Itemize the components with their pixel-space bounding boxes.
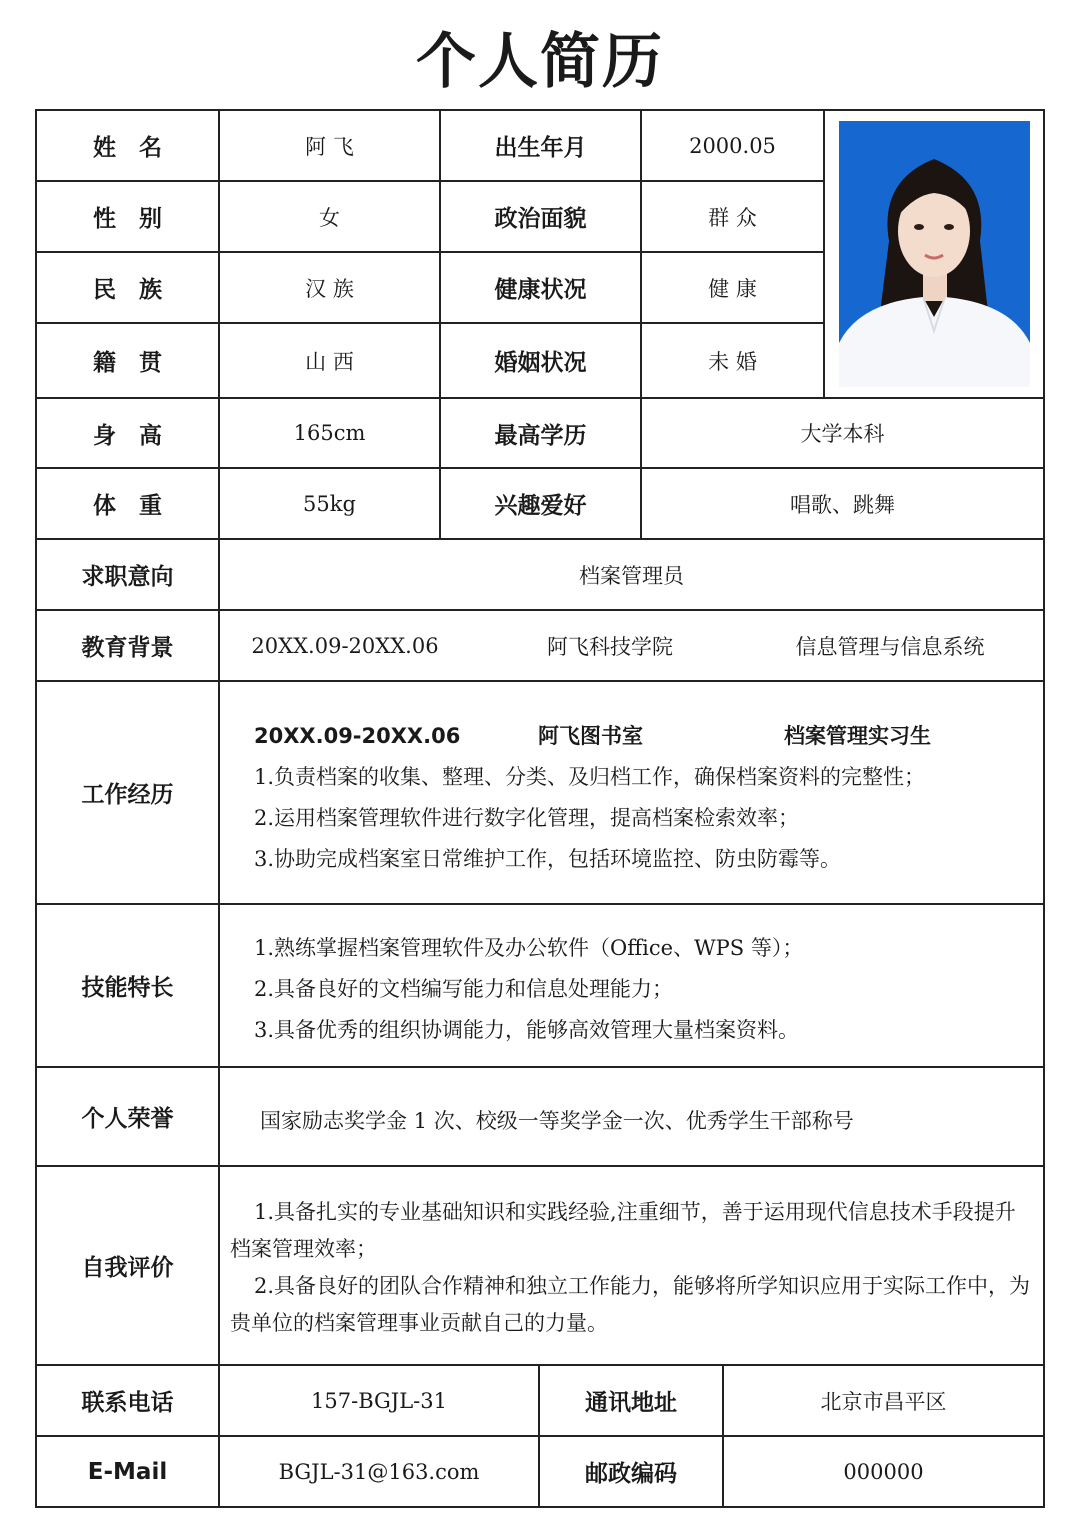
marital-label: 婚姻状况: [494, 350, 587, 376]
phone-label: 联系电话: [81, 1390, 174, 1416]
job-intention-value: 档案管理员: [579, 563, 684, 588]
birth-value: 2000.05: [689, 133, 776, 158]
work-label: 工作经历: [81, 782, 174, 808]
edu-school: 阿飞科技学院: [547, 634, 673, 659]
skill-item: 1.熟练掌握档案管理软件及办公软件（Office、WPS 等）；: [254, 936, 804, 960]
origin-label: 籍 贯: [93, 350, 162, 376]
honors-label: 个人荣誉: [81, 1106, 174, 1132]
address-value: 北京市昌平区: [820, 1389, 947, 1414]
email-label: E-Mail: [87, 1458, 168, 1485]
self-eval-details: [230, 1194, 1036, 1342]
email-value: BGJL-31@163.com: [278, 1459, 480, 1484]
weight-label: 体 重: [93, 493, 162, 519]
skill-item: 3.具备优秀的组织协调能力，能够高效管理大量档案资料。: [254, 1018, 800, 1042]
birth-label: 出生年月: [494, 135, 587, 161]
hobby-label: 兴趣爱好: [494, 493, 587, 519]
self-eval-item: 1.具备扎实的专业基础知识和实践经验,注重细节，善于运用现代信息技术手段提升档案管理效率；: [230, 1200, 1016, 1261]
health-label: 健康状况: [494, 277, 587, 303]
height-label: 身 高: [93, 422, 162, 449]
work-item: 2.运用档案管理软件进行数字化管理，提高档案检索效率；: [254, 806, 800, 830]
edu-background-label: 教育背景: [81, 635, 174, 661]
work-period: 20XX.09-20XX.06: [254, 724, 461, 748]
health-value: 健 康: [708, 276, 757, 301]
ethnicity-label: 民 族: [93, 277, 162, 303]
postcode-value: 000000: [843, 1459, 924, 1484]
work-header: [254, 716, 1034, 757]
education-label: 最高学历: [494, 422, 587, 449]
height-value: 165cm: [293, 421, 366, 445]
gender-value: 女: [319, 205, 340, 230]
phone-value: 157-BGJL-31: [311, 1388, 447, 1413]
skills-details: [254, 928, 1034, 1051]
honors-value: 国家励志奖学金 1 次、校级一等奖学金一次、优秀学生干部称号: [260, 1109, 854, 1133]
weight-value: 55kg: [303, 491, 356, 516]
profile-photo: [839, 121, 1030, 387]
work-item: 3.协助完成档案室日常维护工作，包括环境监控、防虫防霉等。: [254, 847, 842, 871]
skills-label: 技能特长: [81, 975, 174, 1001]
edu-major: 信息管理与信息系统: [795, 634, 985, 659]
work-details: [254, 716, 1034, 880]
origin-value: 山 西: [305, 349, 354, 374]
self-eval-label: 自我评价: [81, 1255, 174, 1281]
work-org: 阿飞图书室: [538, 724, 643, 748]
page-title: 个人简历: [416, 27, 664, 97]
self-eval-item: 2.具备良好的团队合作精神和独立工作能力，能够将所学知识应用于实际工作中，为贵单位的档案管理事业贡献自己的力量。: [230, 1274, 1031, 1335]
grid-line: [823, 109, 825, 398]
ethnicity-value: 汉 族: [305, 276, 354, 301]
gender-label: 性 别: [93, 206, 162, 232]
political-value: 群 众: [708, 205, 757, 230]
work-item: 1.负责档案的收集、整理、分类、及归档工作，确保档案资料的完整性；: [254, 765, 926, 789]
name-label: 姓 名: [93, 135, 162, 161]
education-value: 大学本科: [800, 422, 885, 446]
honors-details: [260, 1101, 1040, 1142]
political-label: 政治面貌: [494, 206, 587, 232]
address-label: 通讯地址: [585, 1390, 677, 1416]
person-portrait-icon: [839, 121, 1030, 387]
name-value: 阿 飞: [305, 134, 354, 159]
job-intention-label: 求职意向: [81, 564, 174, 590]
skill-item: 2.具备良好的文档编写能力和信息处理能力；: [254, 977, 674, 1001]
edu-period: 20XX.09-20XX.06: [251, 633, 439, 658]
postcode-label: 邮政编码: [585, 1461, 677, 1487]
marital-value: 未 婚: [708, 349, 757, 374]
hobby-value: 唱歌、跳舞: [790, 492, 895, 517]
work-position: 档案管理实习生: [784, 724, 931, 748]
